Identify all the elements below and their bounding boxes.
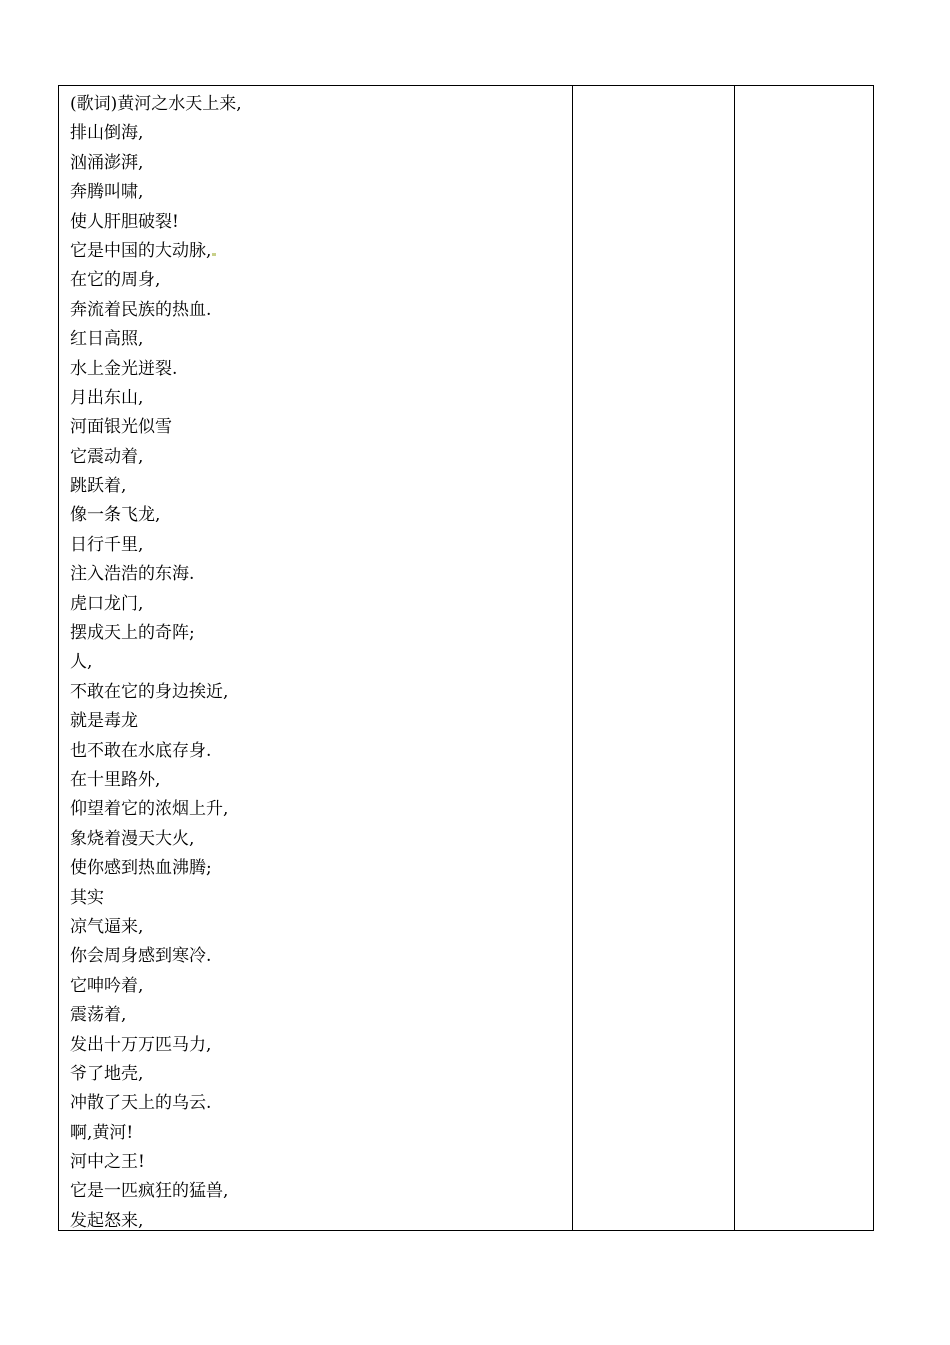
lyric-line-26: 象烧着漫天大火, (70, 828, 195, 849)
lyric-line-32: 震荡着, (70, 1005, 127, 1026)
lyrics-column (59, 86, 573, 1230)
lyric-line-16: 日行千里, (70, 534, 144, 555)
lyric-line-22: 就是毒龙 (70, 711, 138, 732)
lyric-line-18: 虎口龙门, (70, 593, 144, 614)
lyric-line-29: 凉气逼来, (70, 916, 144, 937)
lyric-line-12: 河面银光似雪 (70, 417, 172, 438)
lyric-line-19: 摆成天上的奇阵; (70, 623, 195, 644)
lyric-line-15: 像一条飞龙, (70, 505, 161, 526)
lyric-line-9: 红日高照, (70, 329, 144, 350)
lyric-line-24: 在十里路外, (70, 769, 161, 790)
lyric-line-1: (歌词)黄河之水天上来, (70, 94, 242, 114)
lyric-line-25: 仰望着它的浓烟上升, (70, 799, 229, 820)
lyric-line-8: 奔流着民族的热血. (70, 299, 212, 320)
lyric-line-3: 汹涌澎湃, (70, 152, 144, 173)
lyric-line-30: 你会周身感到寒冷. (70, 946, 212, 967)
lyric-line-7: 在它的周身, (70, 270, 161, 291)
lyric-line-17: 注入浩浩的东海. (70, 564, 195, 585)
empty-column-middle (573, 86, 735, 1230)
lyric-line-35: 冲散了天上的乌云. (70, 1093, 212, 1114)
lyric-line-20: 人, (70, 652, 93, 673)
lyric-line-6-text: 它是中国的大动脉, (70, 240, 212, 261)
lyric-line-27: 使你感到热血沸腾; (70, 858, 212, 879)
lyrics-table (58, 85, 874, 1231)
lyric-line-33: 发出十万万匹马力, (70, 1034, 212, 1055)
lyric-line-31: 它呻吟着, (70, 975, 144, 996)
empty-column-right (735, 86, 873, 1230)
lyric-line-36: 啊,黄河! (70, 1122, 134, 1143)
lyric-line-6 (70, 237, 572, 266)
lyric-line-10: 水上金光迸裂. (70, 358, 178, 379)
lyric-line-21: 不敢在它的身边挨近, (70, 681, 229, 702)
lyric-line-5: 使人肝胆破裂! (70, 211, 179, 232)
lyric-line-34: 爷了地壳, (70, 1063, 144, 1084)
lyric-line-2: 排山倒海, (70, 123, 144, 144)
lyric-line-13: 它震动着, (70, 446, 144, 467)
lyric-line-39: 发起怒来, (70, 1210, 144, 1231)
lyric-line-11: 月出东山, (70, 387, 144, 408)
lyric-line-37: 河中之王! (70, 1152, 145, 1173)
lyric-line-38: 它是一匹疯狂的猛兽, (70, 1181, 229, 1202)
lyric-line-28: 其实 (70, 887, 104, 908)
lyric-line-4: 奔腾叫啸, (70, 182, 144, 203)
lyric-line-23: 也不敢在水底存身. (70, 740, 212, 761)
edit-mark (212, 253, 216, 256)
lyric-line-14: 跳跃着, (70, 476, 127, 497)
